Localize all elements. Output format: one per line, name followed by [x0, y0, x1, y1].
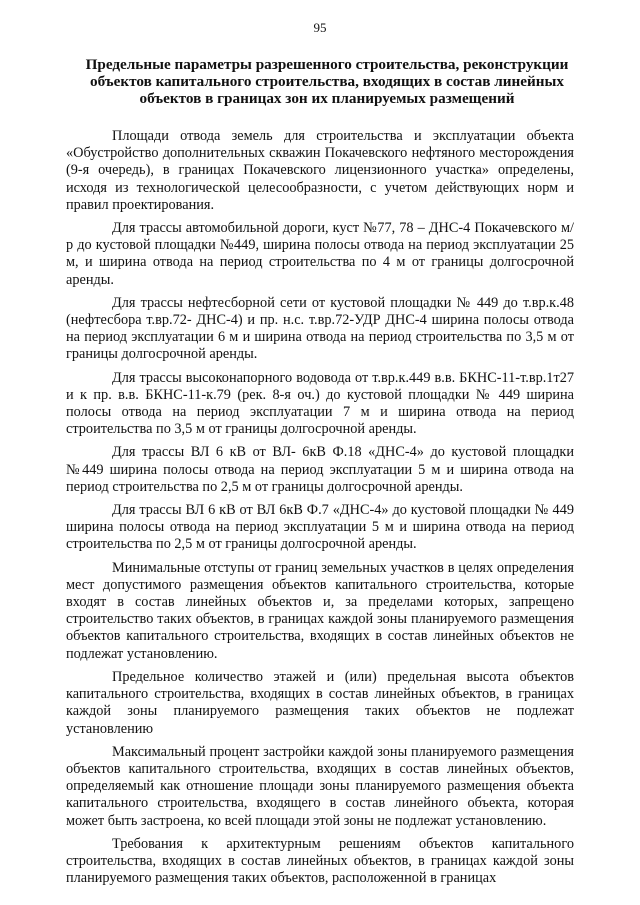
paragraph-power-line-f7: Для трассы ВЛ 6 кВ от ВЛ 6кВ Ф.7 «ДНС-4» до кустовой площадки № 449 ширина полосы отвода на период эксплуатации 5 м и ширина отвода на период строительства по 2,5 м от границы долгосрочной аренды.: [66, 502, 574, 553]
paragraph-minimum-setbacks: Минимальные отступы от границ земельных участков в целях определения мест допустимого размещения объектов капитального строительства, которые входят в состав линейных объектов и, за пределами которых, запрещено строительство таких объектов, в границах каждой зоны планируемого размещения объектов капитального строительства, входящих в состав линейных объектов не подлежат установлению.: [66, 559, 574, 662]
page-number: 95: [313, 20, 327, 35]
page-title: Предельные параметры разрешенного строительства, реконструкции объектов капитального строительства, входящих в состав линейных объектов в границах зон их планируемых размещений: [85, 56, 569, 107]
paragraph-architecture-requirements: Требования к архитектурным решениям объектов капитального строительства, входящих в состав линейных объектов, в границах каждой зоны планируемого размещения таких объектов, расположенной в границах: [66, 835, 574, 887]
paragraph-road-route: Для трассы автомобильной дороги, куст №77, 78 – ДНС-4 Покачевского м/р до кустовой площадки №449, ширина полосы отвода на период эксплуатации 25 м, и ширина отвода на период строительства по 4 м от границы долгосрочной аренды.: [66, 220, 574, 288]
paragraph-oil-gathering-route: Для трассы нефтесборной сети от кустовой площадки № 449 до т.вр.к.48 (нефтесбора т.вр.72- ДНС-4) и пр. н.с. т.вр.72-УДР ДНС-4 ширина полосы отвода на период эксплуатации 6 м и ширина отвода на период строительства по 3,5 м от границы долгосрочной аренды.: [66, 294, 574, 363]
paragraph-power-line-f18: Для трассы ВЛ 6 кВ от ВЛ- 6кВ Ф.18 «ДНС-4» до кустовой площадки №449 ширина полосы отвода на период эксплуатации 5 м и ширина отвода на период строительства по 2,5 м от границы долгосрочной аренды.: [66, 444, 574, 495]
document-body: [66, 128, 574, 893]
paragraph-max-floors: Предельное количество этажей и (или) предельная высота объектов капитального строительства, входящих в состав линейных объектов, в границах каждой зоны планируемого размещения таких объектов не подлежат установлению: [66, 668, 574, 737]
paragraph-water-pipeline-route: Для трассы высоконапорного водовода от т.вр.к.449 в.в. БКНС-11-т.вр.1т27 и к пр. в.в. БКНС-11-к.79 (рек. 8-я оч.) до кустовой площадки № 449 ширина полосы отвода на период эксплуатации 7 м и ширина отвода на период строительства по 3,5 м от границы долгосрочной аренды.: [66, 369, 574, 438]
paragraph-max-coverage: Максимальный процент застройки каждой зоны планируемого размещения объектов капитального строительства, входящих в состав линейных объектов, определяемый как отношение площади зоны планируемого размещения объекта капитального строительства, входящего в состав линейного объекта, которая может быть застроена, ко всей площади этой зоны не подлежат установлению.: [66, 743, 574, 829]
paragraph-land-allocation: Площади отвода земель для строительства и эксплуатации объекта «Обустройство дополнительных скважин Покачевского нефтяного месторождения (9-я очередь), в границах Покачевского лицензионного участка» определены, исходя из технологической целесообразности, с учетом действующих норм и правил проектирования.: [66, 128, 574, 213]
